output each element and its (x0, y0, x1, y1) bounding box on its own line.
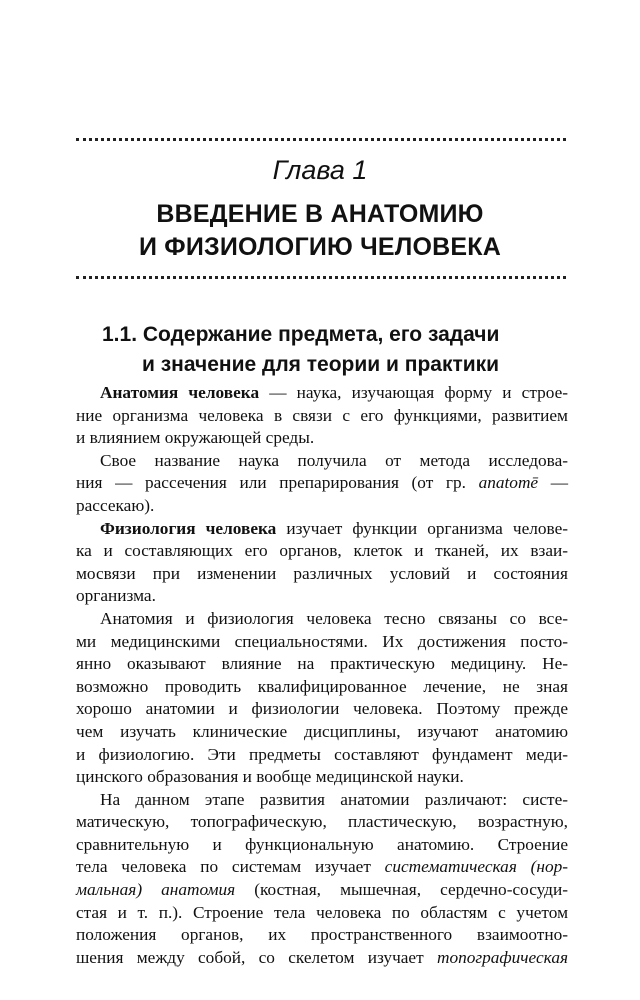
text-line: ми медицинскими специальностями. Их достижения посто- (76, 631, 568, 651)
text-line: рассекаю). (76, 495, 155, 515)
text-span: изучает функции организма челове- (276, 518, 568, 538)
text-line: ка и составляющих его органов, клеток и тканей, их взаи- (76, 541, 568, 561)
text-line (76, 856, 568, 879)
term-bold: Физиология человека (100, 518, 277, 538)
section-heading-line: и значение для теории и практики (142, 353, 500, 376)
text-span: — (538, 473, 568, 493)
text-line: чем изучать клинические дисциплины, изучают анатомию (76, 721, 568, 741)
chapter-title-line: И ФИЗИОЛОГИЮ ЧЕЛОВЕКА (138, 233, 501, 261)
text-line (76, 879, 568, 902)
section-heading (102, 320, 572, 380)
top-dotted-divider (76, 138, 566, 141)
text-line: Анатомия и физиология человека тесно связаны со все- (100, 608, 568, 628)
bottom-dotted-divider (76, 276, 566, 279)
text-line: Свое название наука получила от метода исследова- (100, 450, 568, 470)
term-bold: Анатомия человека (100, 383, 260, 402)
text-line (76, 518, 568, 541)
text-line (76, 947, 568, 970)
text-line: хорошо анатомии и физиологии человека. Поэтому прежде (76, 699, 568, 719)
text-line: мосвязи при изменении различных условий и состояния (76, 563, 568, 583)
text-line: и физиологию. Эти предметы составляют фундамент меди- (76, 744, 568, 764)
text-line: матическую, топографическую, пластическую, возрастную, (76, 812, 568, 832)
text-span: шения между собой, со скелетом изучает (76, 947, 437, 967)
term-italic: систематическая (нор- (384, 857, 568, 877)
text-line: сравнительную и функциональную анатомию. Строение (76, 834, 568, 854)
term-italic: топографическая (436, 947, 568, 967)
text-line: организма. (76, 586, 156, 606)
text-line (76, 382, 568, 405)
text-line: На данном этапе развития анатомии различают: систе- (100, 789, 568, 809)
text-line: возможно проводить квалифицированное лечение, не зная (76, 676, 568, 696)
text-span: (костная, мышечная, сердечно-сосуди- (235, 880, 568, 900)
chapter-title (0, 198, 640, 264)
text-span: ния — рассечения или препарирования (от гр. (76, 473, 479, 493)
text-line: и влиянием окружающей среды. (76, 428, 315, 448)
text-span: — наука, изучающая форму и строе- (259, 383, 569, 402)
text-line: стая и т. п.). Строение тела человека по областям с учетом (76, 902, 568, 922)
body-text (76, 382, 568, 969)
text-line: цинского образования и вообще медицинской науки. (76, 767, 464, 787)
text-line (76, 472, 568, 495)
chapter-title-line: ВВЕДЕНИЕ В АНАТОМИЮ (156, 200, 484, 228)
text-line: положения органов, их пространственного взаимоотно- (76, 925, 568, 945)
text-line: ние организма человека в связи с его функциями, развитием (76, 405, 568, 425)
section-heading-line: 1.1. Содержание предмета, его задачи (102, 323, 500, 346)
term-italic: anatomē (478, 473, 539, 493)
term-italic: мальная) анатомия (76, 880, 236, 900)
chapter-label: Глава 1 (272, 155, 368, 185)
text-line: янно оказывают влияние на практическую медицину. Не- (76, 654, 568, 674)
text-span: тела человека по системам изучает (76, 857, 385, 877)
